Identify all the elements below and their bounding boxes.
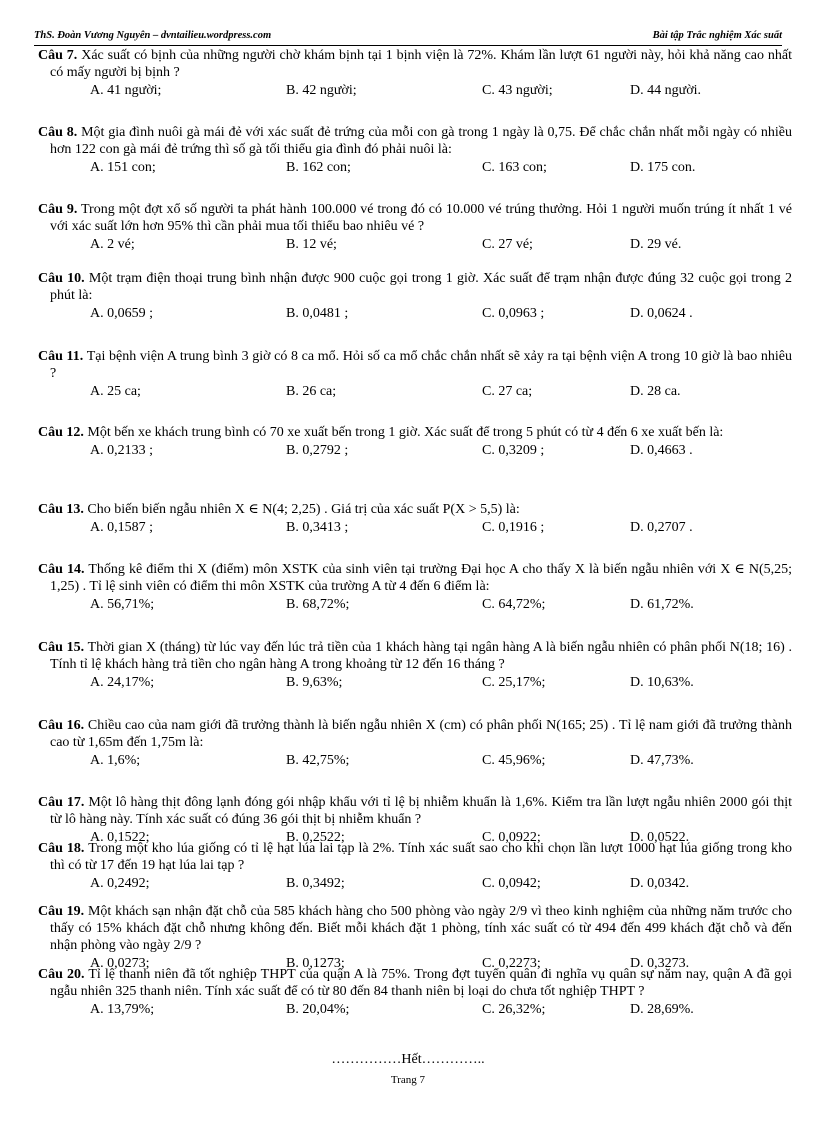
page-number: Trang 7	[390, 1074, 426, 1086]
question-stem	[38, 501, 792, 518]
answer-option: A. 0,2133 ;	[90, 443, 153, 458]
question-text: Thời gian X (tháng) từ lúc vay đến lúc trả tiền của 1 khách hàng tại ngân hàng A là biến ngẫu nhiên có phân phối N(18; 16) . Tính tỉ lệ khách hàng trả tiền cho ngân hàng A trong khoảng từ 12 đến 16 tháng ?	[50, 640, 792, 672]
question-text: Một khách sạn nhận đặt chỗ của 585 khách hàng cho 500 phòng vào ngày 2/9 vì theo kinh nghiệm của những năm trước cho thấy có 15% khách đặt chỗ nhưng không đến. Biết mỗi khách đặt 1 phòng, tính xác suất có từ 494 đến 499 khách đặt chỗ và đến nhận phòng vào ngày 2/9 ?	[50, 904, 792, 953]
answer-option: A. 0,2492;	[90, 876, 150, 891]
answer-option: C. 25,17%;	[482, 675, 546, 690]
answer-option: B. 0,2792 ;	[286, 443, 349, 458]
answer-option: C. 27 ca;	[482, 384, 533, 399]
answer-option: A. 0,0659 ;	[90, 306, 153, 321]
answer-options	[38, 1001, 792, 1018]
answer-option: A. 2 vé;	[90, 237, 135, 252]
question-text: Tại bệnh viện A trung bình 3 giờ có 8 ca mổ. Hỏi số ca mổ chắc chắn nhất sẽ xảy ra tại bệnh viện A trong 10 giờ là bao nhiêu ?	[50, 349, 793, 381]
answer-option: D. 0,4663 .	[630, 443, 693, 458]
end-marker: ……………Hết…………..	[331, 1052, 485, 1067]
question-stem	[38, 201, 792, 235]
answer-option: D. 0,2707 .	[630, 520, 693, 535]
answer-option: D. 10,63%.	[630, 675, 694, 690]
answer-option: C. 64,72%;	[482, 597, 546, 612]
answer-option: C. 0,0963 ;	[482, 306, 545, 321]
question-stem	[38, 840, 792, 874]
question-text: Tỉ lệ thanh niên đã tốt nghiệp THPT của quận A là 75%. Trong đợt tuyển quân đi nghĩa vụ quân sự năm nay, quận A đã gọi ngẫu nhiên 325 thanh niên. Tính xác suất để có từ 80 đến 84 thanh niên bị loại do chưa tốt nghiệp THPT ?	[50, 967, 792, 999]
answer-option: D. 61,72%.	[630, 597, 694, 612]
question-stem	[38, 348, 792, 382]
answer-option: B. 0,2522;	[286, 830, 345, 845]
answer-option: B. 42 người;	[286, 83, 357, 98]
question-item	[38, 794, 792, 846]
answer-option: A. 151 con;	[90, 160, 156, 175]
answer-option: B. 9,63%;	[286, 675, 343, 690]
question-text: Trong một kho lúa giống có tỉ lệ hạt lúa lai tạp là 2%. Tính xác suất sao cho khi chọn lần lượt 1000 hạt lúa giống trong kho thì có từ 17 đến 19 hạt lúa lai tạp ?	[50, 841, 792, 873]
answer-options	[38, 752, 792, 769]
answer-option: D. 0,0624 .	[630, 306, 693, 321]
question-number: Câu 16.	[38, 718, 85, 733]
question-item	[38, 561, 792, 613]
answer-options	[38, 305, 792, 322]
answer-option: B. 162 con;	[286, 160, 351, 175]
question-item	[38, 966, 792, 1018]
question-number: Câu 10.	[38, 271, 85, 286]
question-stem	[38, 717, 792, 751]
question-number: Câu 19.	[38, 904, 85, 919]
answer-option: C. 0,3209 ;	[482, 443, 545, 458]
answer-option: B. 68,72%;	[286, 597, 350, 612]
question-text: Một trạm điện thoại trung bình nhận được 900 cuộc gọi trong 1 giờ. Xác suất để trạm nhận được đúng 32 cuộc gọi trong 2 phút là:	[50, 271, 793, 303]
answer-option: D. 29 vé.	[630, 237, 682, 252]
question-item	[38, 47, 792, 99]
answer-options	[38, 596, 792, 613]
answer-option: C. 27 vé;	[482, 237, 533, 252]
header-author: ThS. Đoàn Vương Nguyên – dvntailieu.wordpress.com	[34, 30, 272, 41]
answer-option: A. 0,1522;	[90, 830, 150, 845]
answer-option: C. 26,32%;	[482, 1002, 546, 1017]
question-item	[38, 501, 792, 536]
answer-option: D. 47,73%.	[630, 753, 694, 768]
question-item	[38, 201, 792, 253]
answer-option: D. 175 con.	[630, 160, 696, 175]
answer-option: D. 0,0522.	[630, 830, 690, 845]
answer-option: A. 1,6%;	[90, 753, 141, 768]
answer-option: B. 26 ca;	[286, 384, 337, 399]
question-stem	[38, 903, 792, 954]
question-item	[38, 903, 792, 972]
question-number: Câu 12.	[38, 425, 84, 440]
question-item	[38, 124, 792, 176]
answer-option: B. 0,3492;	[286, 876, 345, 891]
question-number: Câu 7.	[38, 48, 78, 63]
question-number: Câu 17.	[38, 795, 85, 810]
question-stem	[38, 639, 792, 673]
answer-option: C. 163 con;	[482, 160, 547, 175]
question-item	[38, 270, 792, 322]
answer-option: D. 0,3273.	[630, 956, 690, 971]
question-text: Thống kê điểm thi X (điểm) môn XSTK của sinh viên tại trường Đại học A cho thấy X là biến ngẫu nhiên với X ∈ N(5,25; 1,25) . Tỉ lệ sinh viên có điểm thi môn XSTK của trường A từ 4 đến 6 điểm là:	[50, 562, 792, 594]
question-stem	[38, 966, 792, 1000]
answer-options	[38, 236, 792, 253]
answer-option: C. 0,0922;	[482, 830, 541, 845]
question-stem	[38, 47, 792, 81]
question-item	[38, 348, 792, 400]
answer-option: A. 13,79%;	[90, 1002, 155, 1017]
answer-options	[38, 159, 792, 176]
answer-option: B. 42,75%;	[286, 753, 350, 768]
answer-option: D. 28,69%.	[630, 1002, 694, 1017]
answer-option: B. 12 vé;	[286, 237, 337, 252]
answer-option: D. 44 người.	[630, 83, 701, 98]
question-number: Câu 15.	[38, 640, 85, 655]
question-text: Một lô hàng thịt đông lạnh đóng gói nhập khẩu với tỉ lệ bị nhiễm khuẩn là 1,6%. Kiểm tra lần lượt ngẫu nhiên 2000 gói thịt từ lô hàng này. Tính xác suất có đúng 36 gói thịt bị nhiễm khuẩn ?	[50, 795, 792, 827]
question-text: Trong một đợt xổ số người ta phát hành 100.000 vé trong đó có 10.000 vé trúng thưởng. Hỏi 1 người muốn trúng ít nhất 1 vé với xác suất lớn hơn 95% thì cần phải mua tối thiểu bao nhiêu vé ?	[50, 202, 792, 234]
question-item	[38, 639, 792, 691]
answer-option: A. 0,0273;	[90, 956, 150, 971]
question-number: Câu 20.	[38, 967, 85, 982]
answer-option: A. 0,1587 ;	[90, 520, 153, 535]
answer-option: A. 41 người;	[90, 83, 162, 98]
answer-options	[38, 442, 792, 459]
answer-options	[38, 519, 792, 536]
question-stem	[38, 794, 792, 828]
question-number: Câu 13.	[38, 502, 84, 517]
answer-option: C. 43 người;	[482, 83, 553, 98]
answer-option: C. 0,0942;	[482, 876, 541, 891]
answer-option: C. 0,2273;	[482, 956, 541, 971]
answer-options	[38, 875, 792, 892]
answer-option: D. 28 ca.	[630, 384, 681, 399]
question-text: Một gia đình nuôi gà mái đẻ với xác suất đẻ trứng của mỗi con gà trong 1 ngày là 0,75. Để chắc chắn nhất mỗi ngày có nhiều hơn 122 con gà mái đẻ trứng thì số gà tối thiểu gia đình đó phải nuôi là:	[50, 125, 792, 157]
header-title: Bài tập Trắc nghiệm Xác suất	[652, 30, 782, 41]
answer-option: B. 20,04%;	[286, 1002, 350, 1017]
question-stem	[38, 124, 792, 158]
question-stem	[38, 270, 792, 304]
answer-option: B. 0,1273;	[286, 956, 345, 971]
question-stem	[38, 424, 792, 441]
question-item	[38, 424, 792, 459]
question-item	[38, 840, 792, 892]
answer-option: C. 45,96%;	[482, 753, 546, 768]
answer-options	[38, 383, 792, 400]
answer-option: B. 0,3413 ;	[286, 520, 349, 535]
question-text: Chiều cao của nam giới đã trưởng thành là biến ngẫu nhiên X (cm) có phân phối N(165; 25) . Tỉ lệ nam giới đã trưởng thành cao từ 1,65m đến 1,75m là:	[50, 718, 792, 750]
answer-options	[38, 674, 792, 691]
question-number: Câu 18.	[38, 841, 85, 856]
question-text: Cho biến biến ngẫu nhiên X ∈ N(4; 2,25) . Giá trị của xác suất P(X > 5,5) là:	[87, 502, 520, 517]
question-number: Câu 11.	[38, 349, 84, 364]
question-number: Câu 14.	[38, 562, 85, 577]
page-header	[34, 29, 782, 46]
question-stem	[38, 561, 792, 595]
answer-option: C. 0,1916 ;	[482, 520, 545, 535]
answer-option: B. 0,0481 ;	[286, 306, 349, 321]
question-text: Xác suất có bịnh của những người chờ khám bịnh tại 1 bịnh viện là 72%. Khám lần lượt 61 người này, hỏi khả năng cao nhất có mấy người bị bịnh ?	[50, 48, 793, 80]
answer-option: A. 24,17%;	[90, 675, 155, 690]
question-item	[38, 717, 792, 769]
question-number: Câu 8.	[38, 125, 78, 140]
question-number: Câu 9.	[38, 202, 78, 217]
answer-option: D. 0,0342.	[630, 876, 690, 891]
question-text: Một bến xe khách trung bình có 70 xe xuất bến trong 1 giờ. Xác suất để trong 5 phút có từ 4 đến 6 xe xuất bến là:	[87, 425, 724, 440]
answer-option: A. 56,71%;	[90, 597, 155, 612]
answer-option: A. 25 ca;	[90, 384, 141, 399]
answer-options	[38, 82, 792, 99]
